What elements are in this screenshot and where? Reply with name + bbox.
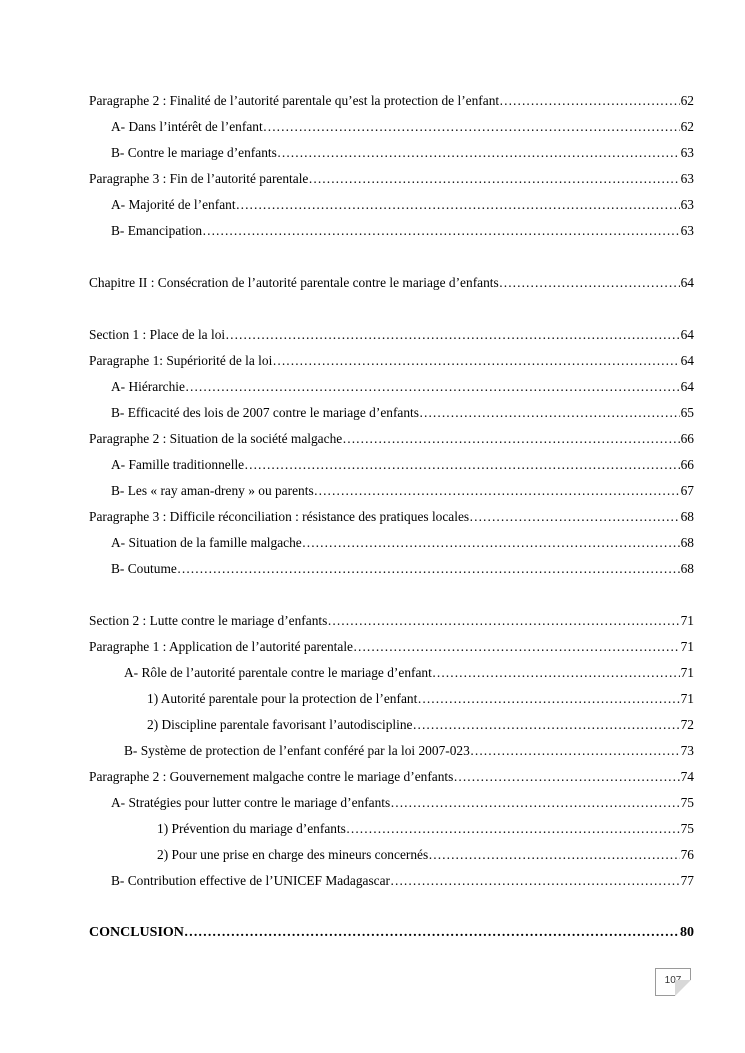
toc-entry bbox=[89, 712, 694, 738]
toc-entry-page: 71 bbox=[680, 691, 694, 706]
toc-entry bbox=[89, 764, 694, 790]
toc-entry bbox=[89, 790, 694, 816]
toc-entry-title: Paragraphe 2 : Finalité de l’autorité parentale qu’est la protection de l’enfant bbox=[89, 93, 500, 108]
toc-entry bbox=[89, 530, 694, 556]
toc-entry-title: 1) Autorité parentale pour la protection de l’enfant bbox=[147, 691, 418, 706]
toc-entry-title: A- Famille traditionnelle bbox=[111, 457, 245, 472]
toc-entry bbox=[89, 400, 694, 426]
toc-entry-title: B- Contribution effective de l’UNICEF Madagascar bbox=[111, 873, 391, 888]
toc-dot-leader bbox=[346, 816, 680, 842]
toc-entry bbox=[89, 634, 694, 660]
toc-entry-page: 75 bbox=[680, 795, 694, 810]
toc-entry-title: 2) Discipline parentale favorisant l’autodiscipline bbox=[147, 717, 413, 732]
toc-entry-page: 64 bbox=[680, 327, 694, 342]
toc-dot-leader bbox=[499, 270, 680, 296]
toc-entry bbox=[89, 270, 694, 296]
toc-dot-leader bbox=[390, 868, 680, 894]
toc-entry bbox=[89, 920, 694, 946]
toc-entry-page: 68 bbox=[680, 535, 694, 550]
toc-entry-title: B- Emancipation bbox=[111, 223, 203, 238]
toc-entry-title: Paragraphe 1 : Application de l’autorité parentale bbox=[89, 639, 353, 654]
toc-dot-leader bbox=[202, 218, 680, 244]
toc-entry-title: B- Efficacité des lois de 2007 contre le mariage d’enfants bbox=[111, 405, 419, 420]
toc-entry-title: CONCLUSION bbox=[89, 925, 184, 940]
toc-dot-leader bbox=[432, 660, 680, 686]
toc-dot-leader bbox=[342, 426, 679, 452]
toc-entry bbox=[89, 660, 694, 686]
toc-entry bbox=[89, 816, 694, 842]
toc-entry-title: Paragraphe 3 : Fin de l’autorité parentale bbox=[89, 171, 309, 186]
toc-entry-page: 63 bbox=[680, 171, 694, 186]
toc-entry-title: Section 1 : Place de la loi bbox=[89, 327, 226, 342]
toc-dot-leader bbox=[353, 634, 680, 660]
toc-entry-page: 63 bbox=[680, 145, 694, 160]
toc-entry bbox=[89, 426, 694, 452]
toc-entry-title: B- Contre le mariage d’enfants bbox=[111, 145, 277, 160]
toc-dot-leader bbox=[390, 790, 679, 816]
toc-dot-leader bbox=[185, 374, 680, 400]
toc-dot-leader bbox=[277, 140, 680, 166]
toc-entry bbox=[89, 504, 694, 530]
toc-entry-page: 80 bbox=[680, 925, 694, 940]
toc-entry-page: 71 bbox=[680, 639, 694, 654]
toc-entry-page: 63 bbox=[680, 223, 694, 238]
toc-entry-page: 73 bbox=[680, 743, 694, 758]
toc-entry-title: Paragraphe 1: Supériorité de la loi bbox=[89, 353, 273, 368]
toc-entry bbox=[89, 192, 694, 218]
toc-entry-title: A- Majorité de l’enfant bbox=[111, 197, 236, 212]
toc-entry-page: 72 bbox=[680, 717, 694, 732]
toc-entry-page: 68 bbox=[680, 561, 694, 576]
toc-dot-leader bbox=[177, 556, 680, 582]
toc-dot-leader bbox=[244, 452, 679, 478]
toc-entry bbox=[89, 374, 694, 400]
toc-dot-leader bbox=[302, 530, 680, 556]
toc-entry-page: 71 bbox=[680, 613, 694, 628]
toc-entry-page: 71 bbox=[680, 665, 694, 680]
toc-entry-title: A- Stratégies pour lutter contre le mariage d’enfants bbox=[111, 795, 391, 810]
toc-entry-page: 76 bbox=[680, 847, 694, 862]
page-number-badge: 107 bbox=[655, 968, 691, 996]
toc-dot-leader bbox=[314, 478, 680, 504]
toc-entry-page: 63 bbox=[680, 197, 694, 212]
toc-entry bbox=[89, 452, 694, 478]
toc-dot-leader bbox=[327, 608, 679, 634]
toc-entry-page: 74 bbox=[680, 769, 694, 784]
toc-entry bbox=[89, 686, 694, 712]
toc-entry bbox=[89, 114, 694, 140]
toc-dot-leader bbox=[428, 842, 679, 868]
toc-entry bbox=[89, 166, 694, 192]
toc-entry bbox=[89, 322, 694, 348]
table-of-contents bbox=[89, 88, 694, 946]
toc-entry-title: B- Coutume bbox=[111, 561, 177, 576]
toc-entry-title: Chapitre II : Consécration de l’autorité parentale contre le mariage d’enfants bbox=[89, 275, 499, 290]
toc-entry-page: 64 bbox=[680, 353, 694, 368]
toc-entry-page: 64 bbox=[680, 275, 694, 290]
toc-dot-leader bbox=[184, 920, 679, 946]
toc-entry-title: Section 2 : Lutte contre le mariage d’enfants bbox=[89, 613, 328, 628]
toc-dot-leader bbox=[499, 88, 680, 114]
toc-dot-leader bbox=[417, 686, 679, 712]
toc-entry-title: B- Les « ray aman-dreny » ou parents bbox=[111, 483, 314, 498]
toc-dot-leader bbox=[272, 348, 679, 374]
toc-entry-page: 66 bbox=[680, 431, 694, 446]
toc-entry bbox=[89, 868, 694, 894]
toc-dot-leader bbox=[308, 166, 679, 192]
toc-entry bbox=[89, 88, 694, 114]
toc-entry bbox=[89, 348, 694, 374]
toc-dot-leader bbox=[470, 738, 680, 764]
toc-entry bbox=[89, 218, 694, 244]
toc-entry-title: 1) Prévention du mariage d’enfants bbox=[157, 821, 346, 836]
toc-entry-page: 67 bbox=[680, 483, 694, 498]
toc-entry-page: 77 bbox=[680, 873, 694, 888]
toc-entry bbox=[89, 478, 694, 504]
toc-entry-title: A- Hiérarchie bbox=[111, 379, 185, 394]
toc-entry bbox=[89, 738, 694, 764]
toc-entry bbox=[89, 842, 694, 868]
toc-dot-leader bbox=[413, 712, 680, 738]
toc-dot-leader bbox=[419, 400, 680, 426]
toc-entry-page: 68 bbox=[680, 509, 694, 524]
toc-dot-leader bbox=[236, 192, 680, 218]
toc-entry-page: 62 bbox=[680, 93, 694, 108]
toc-entry bbox=[89, 608, 694, 634]
toc-entry-title: 2) Pour une prise en charge des mineurs concernés bbox=[157, 847, 429, 862]
toc-dot-leader bbox=[469, 504, 679, 530]
toc-entry bbox=[89, 140, 694, 166]
toc-entry bbox=[89, 556, 694, 582]
toc-entry-title: Paragraphe 3 : Difficile réconciliation : résistance des pratiques locales bbox=[89, 509, 470, 524]
toc-dot-leader bbox=[263, 114, 680, 140]
toc-entry-title: B- Système de protection de l’enfant conféré par la loi 2007-023 bbox=[124, 743, 470, 758]
toc-entry-page: 75 bbox=[680, 821, 694, 836]
toc-entry-title: A- Situation de la famille malgache bbox=[111, 535, 302, 550]
toc-entry-title: A- Dans l’intérêt de l’enfant bbox=[111, 119, 263, 134]
toc-entry-page: 66 bbox=[680, 457, 694, 472]
toc-entry-page: 65 bbox=[680, 405, 694, 420]
toc-entry-page: 64 bbox=[680, 379, 694, 394]
toc-entry-title: A- Rôle de l’autorité parentale contre le mariage d’enfant bbox=[124, 665, 432, 680]
toc-entry-title: Paragraphe 2 : Gouvernement malgache contre le mariage d’enfants bbox=[89, 769, 454, 784]
toc-entry-page: 62 bbox=[680, 119, 694, 134]
toc-dot-leader bbox=[225, 322, 680, 348]
toc-entry-title: Paragraphe 2 : Situation de la société malgache bbox=[89, 431, 343, 446]
toc-dot-leader bbox=[453, 764, 679, 790]
